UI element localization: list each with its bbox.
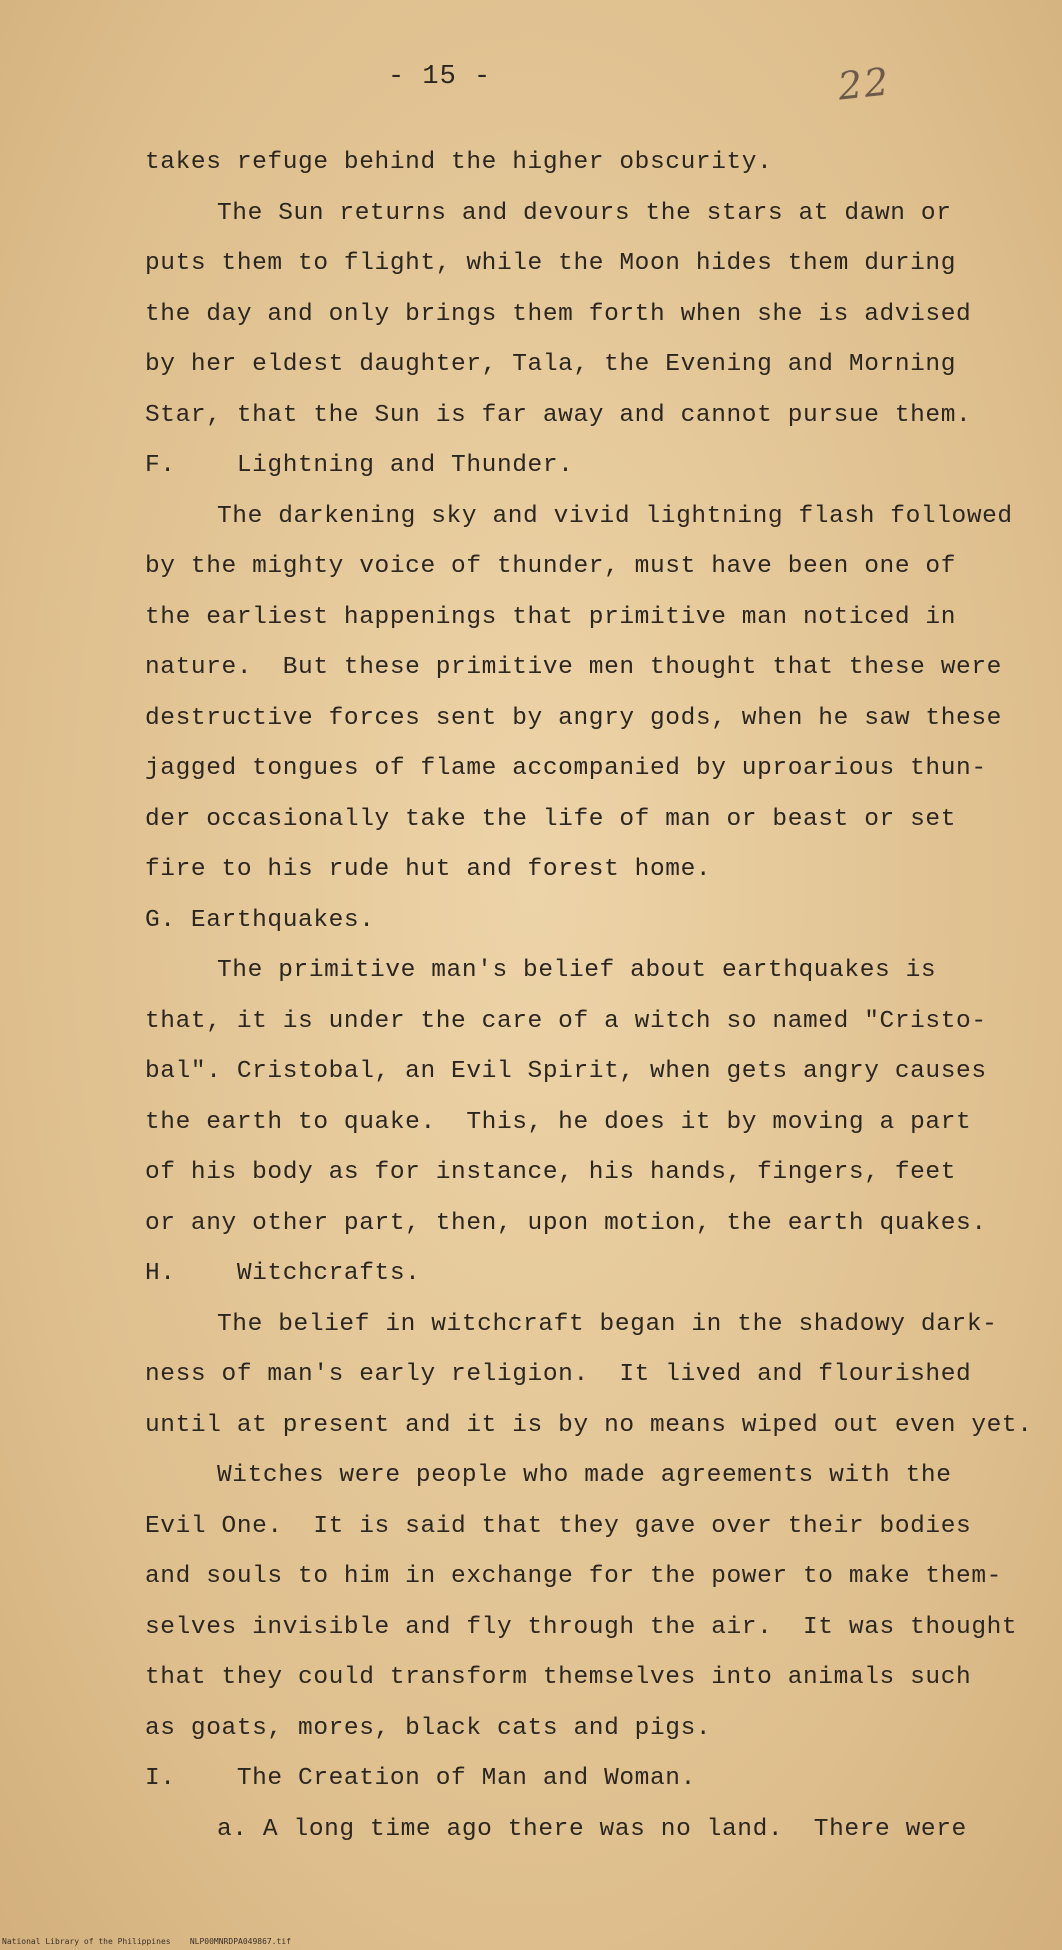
- text-line: puts them to flight, while the Moon hides them during: [145, 250, 957, 277]
- paragraph-start-line: The darkening sky and vivid lightning flash followed: [217, 502, 1013, 530]
- text-line: the earth to quake. This, he does it by moving a part: [145, 1108, 972, 1136]
- text-line: nature. But these primitive men thought that these were: [145, 654, 1002, 681]
- text-line: ness of man's early religion. It lived and flourished: [145, 1361, 972, 1388]
- text-line: jagged tongues of flame accompanied by uproarious thun-: [145, 755, 987, 782]
- text-line: or any other part, then, upon motion, the earth quakes.: [145, 1209, 987, 1237]
- section-heading-f: F. Lightning and Thunder.: [145, 452, 574, 479]
- handwritten-annotation: 22: [835, 59, 893, 109]
- text-line: that, it is under the care of a witch so named "Cristo-: [145, 1007, 987, 1035]
- paragraph-start-line: Witches were people who made agreements with the: [217, 1462, 952, 1489]
- text-line: Star, that the Sun is far away and cannot pursue them.: [145, 401, 972, 429]
- text-line: selves invisible and fly through the air. It was thought: [145, 1613, 1018, 1641]
- text-line: the earliest happenings that primitive man noticed in: [145, 603, 957, 631]
- section-heading-g: G. Earthquakes.: [145, 906, 375, 934]
- footer-source: National Library of the Philippines: [2, 1937, 171, 1946]
- text-line: Evil One. It is said that they gave over their bodies: [145, 1512, 972, 1540]
- paragraph-start-line: The belief in witchcraft began in the shadowy dark-: [217, 1310, 998, 1338]
- page-number: - 15 -: [388, 62, 492, 92]
- text-line: takes refuge behind the higher obscurity.: [145, 149, 773, 176]
- text-line: of his body as for instance, his hands, fingers, feet: [145, 1159, 957, 1186]
- scan-footer: [2, 1937, 291, 1946]
- paragraph-start-line: a. A long time ago there was no land. There were: [217, 1815, 967, 1843]
- section-heading-h: H. Witchcrafts.: [145, 1260, 421, 1287]
- text-line: fire to his rude hut and forest home.: [145, 856, 712, 883]
- paragraph-start-line: The primitive man's belief about earthquakes is: [217, 957, 937, 984]
- text-line: by her eldest daughter, Tala, the Evening and Morning: [145, 351, 957, 378]
- body-text: [145, 138, 1033, 1855]
- text-line: that they could transform themselves into animals such: [145, 1664, 972, 1691]
- text-line: destructive forces sent by angry gods, when he saw these: [145, 704, 1002, 732]
- text-line: bal". Cristobal, an Evil Spirit, when gets angry causes: [145, 1058, 987, 1085]
- text-line: and souls to him in exchange for the power to make them-: [145, 1563, 1002, 1590]
- text-line: the day and only brings them forth when she is advised: [145, 300, 972, 328]
- text-line: by the mighty voice of thunder, must have been one of: [145, 553, 957, 580]
- paragraph-start-line: The Sun returns and devours the stars at dawn or: [217, 199, 952, 227]
- section-heading-i: I. The Creation of Man and Woman.: [145, 1765, 696, 1792]
- footer-file: NLP00MNRDPA049867.tif: [189, 1937, 291, 1946]
- text-line: as goats, mores, black cats and pigs.: [145, 1714, 712, 1742]
- text-line: der occasionally take the life of man or beast or set: [145, 805, 957, 833]
- text-line: until at present and it is by no means wiped out even yet.: [145, 1411, 1033, 1439]
